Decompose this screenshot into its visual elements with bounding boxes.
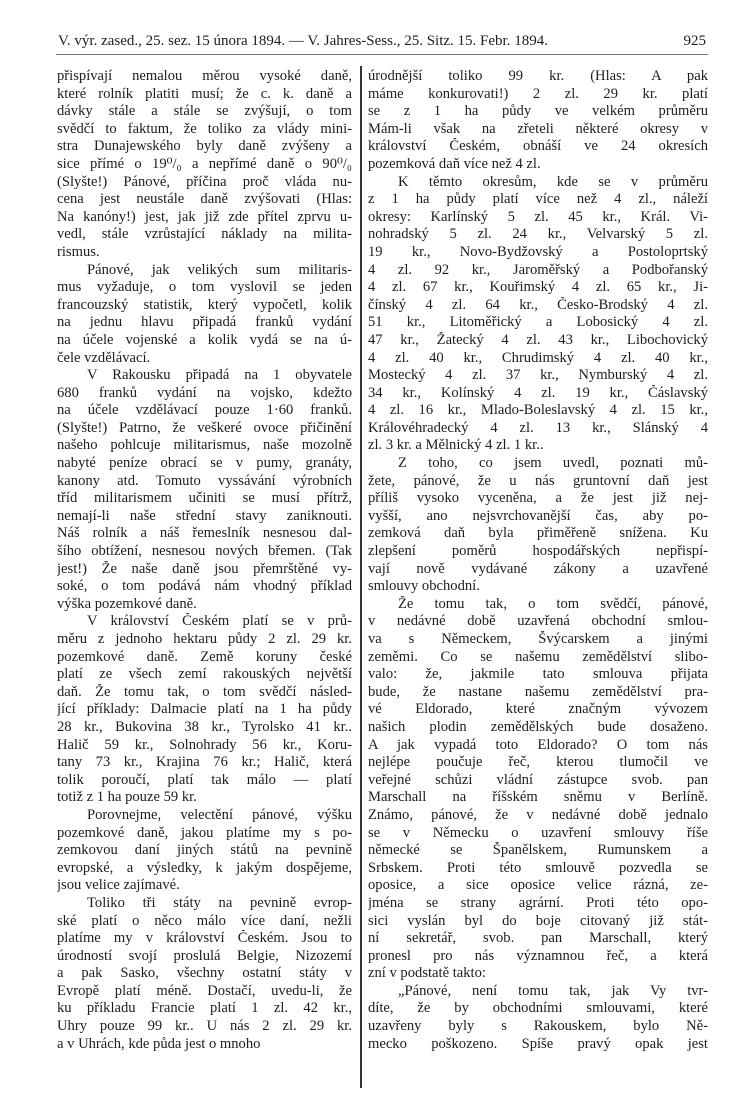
text-line: z 1 ha půdy platí více než 4 zl., náleží	[368, 191, 708, 208]
text-line: úrodností svojí proslulá Belgie, Nizozemí	[57, 947, 352, 964]
text-line: cena jest neustále daně zvýšovati (Hlas:	[57, 191, 352, 208]
paragraph	[368, 596, 708, 983]
text-line: dávky stále a stále se zvýšují, o tom	[57, 103, 352, 120]
text-line: oposice, a sice oposice velice rázná, ze-	[368, 877, 708, 894]
text-line: jména se strany agrární. Proti této opo-	[368, 894, 708, 911]
text-line: platí ze všech zemí rakouských největší	[57, 666, 352, 683]
text-line: německé se Španělskem, Rumunskem a	[368, 842, 708, 859]
text-line: měru z jednoho hektaru půdy 2 zl. 29 kr.	[57, 631, 352, 647]
text-line: Pánové, jak velikých sum militaris-	[87, 261, 352, 278]
text-line: úrodnější toliko 99 kr. (Hlas: A pak	[368, 68, 708, 84]
left-column	[57, 68, 352, 1053]
text-line: pozemková daň více než 4 zl.	[368, 155, 541, 172]
text-line: jsou velice zajímavé.	[57, 877, 180, 894]
text-line: platíme my v království Českém. Jsou to	[57, 930, 352, 947]
text-line: Marschall na říšském sněmu v Berlíně.	[368, 789, 708, 806]
text-line: výška pozemkové daně.	[57, 595, 197, 612]
text-line: Srbskem. Proti této smlouvě pozvedla se	[368, 859, 708, 876]
text-line: zemková daň byla přiměřeně snížena. Ku	[368, 525, 708, 542]
text-line: Evropě platí méně. Dostačí, uvedu-li, že	[57, 982, 352, 999]
paragraph	[368, 174, 708, 456]
text-line: sice přímé o 19⁰/₀ a nepřímé daně o 90⁰/₀	[57, 155, 352, 172]
text-line: K těmto okresům, kde se v průměru	[398, 173, 708, 190]
paragraph	[368, 68, 708, 174]
text-line: 4 zl. 92 kr., Jaroměřský a Podbořanský	[368, 261, 708, 278]
text-line: nejlépe poučuje řeč, kterou tlumočil ve	[368, 754, 708, 771]
text-line: Mám-li však na zřeteli některé okresy v	[368, 120, 708, 137]
text-line: šího obtížení, nesnesou nových břemen. (Tak	[57, 543, 352, 560]
text-line: valo: že, jakmile tato smlouva přijata	[368, 666, 708, 683]
text-line: A jak vypadá toto Eldorado? O tom nás	[368, 736, 708, 753]
text-line: čele vzdělávací.	[57, 349, 151, 366]
text-line: 51 kr., Litoměřický a Lobosický 4 zl.	[368, 314, 708, 331]
text-line: máme konkurovati!) 2 zl. 29 kr. platí	[368, 85, 708, 102]
text-line: na účele vzdělávací pouze 1·60 franků.	[57, 402, 352, 419]
text-line: 4 zl. 40 kr., Chrudimský 4 zl. 40 kr.,	[368, 349, 708, 366]
text-line: Královéhradecký 4 zl. 13 kr., Slánský 4	[368, 419, 708, 436]
text-line: 28 kr., Bukovina 38 kr., Tyrolsko 41 kr..	[57, 718, 352, 735]
text-line: 4 zl. 67 kr., Kouřimský 4 zl. 65 kr., Ji-	[368, 279, 708, 296]
paragraph	[57, 613, 352, 807]
text-line: Známo, pánové, že v nedávné době jednalo	[368, 806, 708, 823]
text-line: zní v podstatě takto:	[368, 965, 486, 982]
right-column	[368, 68, 708, 1053]
paragraph	[368, 455, 708, 596]
text-line: ské platí o něco málo více daní, nežli	[57, 912, 352, 929]
text-line: a pak Sasko, všechny ostatní státy v	[57, 965, 352, 982]
text-line: nemají-li naše střední stavy zaniknouti.	[57, 507, 352, 524]
text-line: jící příklady: Dalmacie platí na 1 ha půdy	[57, 701, 352, 718]
text-line: 47 kr., Žatecký 4 zl. 43 kr., Libochovický	[368, 331, 708, 348]
text-line: totiž z 1 ha pouze 59 kr.	[57, 789, 197, 806]
text-line: zl. 3 kr. a Mělnický 4 zl. 1 kr..	[368, 437, 544, 454]
header-rule	[56, 54, 708, 55]
text-line: 4 zl. 16 kr., Mlado-Boleslavský 4 zl. 15 kr.,	[368, 402, 708, 419]
text-line: mus vyžaduje, o tom vyslovil se jeden	[57, 279, 352, 296]
text-line: jest!) Že naše daně jsou přemrštěné vy-	[57, 560, 352, 577]
paragraph	[57, 895, 352, 1053]
text-line: ní sekretář, svob. pan Marschall, který	[368, 930, 708, 947]
text-line: okresy: Karlínský 5 zl. 45 kr., Král. Vi-	[368, 208, 708, 225]
text-line: pronesl pro nás významnou řeč, a která	[368, 947, 708, 964]
text-line: našich plodin zemědělských bude dosaženo.	[368, 718, 708, 735]
text-line: pozemkové daně, jakou platíme my s po-	[57, 824, 352, 841]
text-line: rismus.	[57, 243, 100, 260]
text-line: uzavřeny byly s Rakouskem, bylo Ně-	[368, 1018, 708, 1035]
text-line: čínský 4 zl. 64 kr., Česko-Brodský 4 zl.	[368, 296, 708, 313]
text-line: Že tomu tak, o tom svědčí, pánové,	[398, 595, 708, 612]
text-line: Z toho, co jsem uvedl, poznati mů-	[398, 455, 708, 472]
text-line: vyšší, ano nejsvrchovanější čas, aby po-	[368, 507, 708, 524]
text-line: zemkovou daní jiných států na pevnině	[57, 842, 352, 859]
column-divider	[360, 66, 362, 1088]
text-line: Náš rolník a náš řemeslník nesnesou dal-	[57, 525, 352, 542]
text-line: tolik poroučí, platí tak málo — platí	[57, 771, 352, 788]
text-line: ku příkladu Francie platí 1 zl. 42 kr.,	[57, 1000, 352, 1017]
text-line: V království Českém platí se v prů-	[87, 613, 352, 630]
paragraph	[57, 262, 352, 368]
text-line: a v Uhrách, kde půda jest o mnoho	[57, 1035, 261, 1052]
text-line: tany 73 kr., Krajina 76 kr.; Halič, která	[57, 754, 352, 771]
text-line: 680 franků vydání na vojsko, kdežto	[57, 384, 352, 401]
text-line: vají nově vydávané zákony a uzavřené	[368, 560, 708, 577]
text-line: stra Dunajewského byly daně zvýšeny a	[57, 138, 352, 155]
text-line: vé Eldorado, které značným vývozem	[368, 701, 708, 718]
text-line: V Rakousku připadá na 1 obyvatele	[87, 367, 352, 384]
text-line: které rolník platiti musí; že c. k. daně a	[57, 85, 352, 102]
text-line: Halič 59 kr., Solnohrady 56 kr., Koru-	[57, 736, 352, 753]
text-line: svědčí to faktum, že toliko za vlády mini-	[57, 120, 352, 137]
text-line: se v Německu o uzavření smlouvy říše	[368, 824, 708, 841]
text-line: (Slyšte!) Patrno, že veškeré ovoce přičinění	[57, 419, 352, 436]
text-line: žete, pánové, že u nás gruntovní daň jest	[368, 472, 708, 489]
text-line: díte, že by obchodními smlouvami, které	[368, 1000, 708, 1017]
text-line: kanony atd. Tomuto vyssávání výrobních	[57, 472, 352, 489]
text-line: království Českém, obnáší ve 24 okresích	[368, 138, 708, 155]
text-line: nabyté peníze obrací se v pumy, granáty,	[57, 455, 352, 472]
text-line: evropské, a výsledky, k jakým dospějeme,	[57, 859, 352, 876]
text-line: přispívají nemalou měrou vysoké daně,	[57, 68, 352, 84]
text-line: zeměmi. Co se našemu zemědělství slibo-	[368, 648, 708, 665]
text-line: Porovnejme, velectění pánové, výšku	[87, 806, 352, 823]
text-line: 34 kr., Kolínský 4 zl. 19 kr., Čáslavský	[368, 384, 708, 401]
text-line: se z 1 ha půdy ve velkém průměru	[368, 103, 708, 120]
text-line: soké, o tom podává nám vhodný příklad	[57, 578, 352, 595]
text-line: bude, že nastane našemu zemědělství pra-	[368, 683, 708, 700]
paragraph	[368, 983, 708, 1053]
text-line: zlepšení poměrů hospodářských nepřispí-	[368, 543, 708, 560]
text-line: francouzský statistik, který vypočetl, kolik	[57, 296, 352, 313]
text-line: pozemkové daně. Země koruny české	[57, 648, 352, 665]
text-line: veřejné schůzi vládní zástupce svob. pan	[368, 771, 708, 788]
text-line: na jednu hlavu připadá franků vydání	[57, 314, 352, 331]
paragraph	[57, 367, 352, 613]
text-line: Uhry pouze 99 kr.. U nás 2 zl. 29 kr.	[57, 1018, 352, 1035]
text-line: našeho pohlcuje militarismus, naše mozolně	[57, 437, 352, 454]
text-line: v nedávné době uzavřená obchodní smlou-	[368, 613, 708, 630]
text-line: na účele vojenské a kolik vydá se na ú-	[57, 331, 352, 348]
page-number: 925	[683, 33, 706, 49]
text-line: mecko poškozeno. Spíše pravý opak jest	[368, 1035, 708, 1052]
text-line: nohradský 5 zl. 24 kr., Velvarský 5 zl.	[368, 226, 708, 243]
text-line: tříd militarismem učiniti se musí přítrž,	[57, 490, 352, 507]
text-line: 19 kr., Novo-Bydžovský a Postoloprtský	[368, 243, 708, 260]
text-line: (Slyšte!) Pánové, příčina proč vláda nu-	[57, 173, 352, 190]
text-line: va s Německem, Švýcarskem a jinými	[368, 631, 708, 647]
header-title: V. výr. zased., 25. sez. 15 února 1894. — V. Jahres-Sess., 25. Sitz. 15. Febr. 1894.	[58, 33, 548, 49]
text-line: smlouvy obchodní.	[368, 578, 480, 595]
text-line: vedl, stále vzrůstající náklady na milita-	[57, 226, 352, 243]
paragraph	[57, 807, 352, 895]
text-line: „Pánové, není tomu tak, jak Vy tvr-	[398, 982, 708, 999]
text-line: příliš vysoko vyceněna, a že jest již nej-	[368, 490, 708, 507]
text-line: Na kanóny!) jest, jak již zde přítel zprvu u-	[57, 208, 352, 225]
text-line: daň. Že tomu tak, o tom svědčí násled-	[57, 683, 352, 700]
text-line: sici vyslán byl do boje citovaný již stát-	[368, 912, 708, 929]
text-line: Mostecký 4 zl. 37 kr., Nymburský 4 zl.	[368, 367, 708, 384]
running-header	[58, 33, 706, 53]
paragraph	[57, 68, 352, 262]
text-line: Toliko tři státy na pevnině evrop-	[87, 894, 352, 911]
